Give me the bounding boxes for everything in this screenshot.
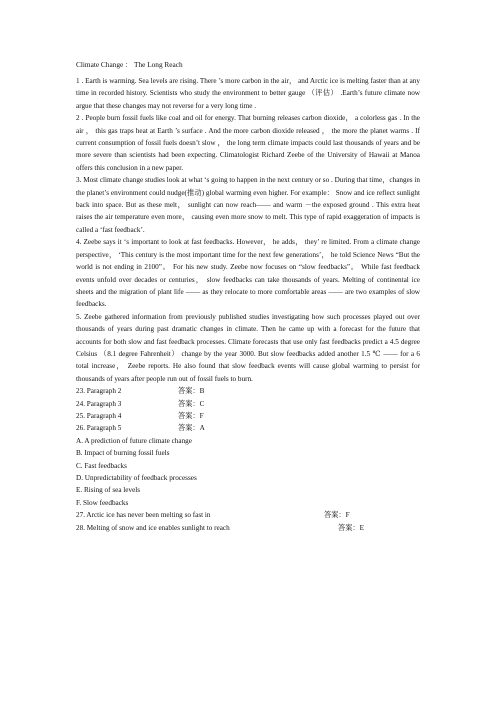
answer-text: 答案：F [324, 511, 350, 520]
question-item [76, 422, 420, 434]
question-text: 28. Melting of snow and ice enables sunlight to reach [76, 523, 230, 532]
document-title: Climate Change ： The Long Reach [76, 60, 183, 69]
answer-text: 答案：B [178, 387, 205, 396]
option-item: A. A prediction of future climate change [76, 436, 192, 445]
answer-text: 答案：A [178, 424, 205, 433]
question-item [76, 398, 420, 410]
question-text: 24. Paragraph 3 [76, 399, 122, 408]
question-list [76, 385, 420, 435]
paragraph-5: 5. Zeebe gathered information from previously published studies investigating how such processes played out over thousands of years during past dramatic changes in climate. Then he came up with a forecast for the future that accounts for both slow and fast feedback processes. Climate forecasts that use only fast feedbacks predict a 4.5 degree Celsius （8.1 degree Fahrenheit） change by the year 3000. But slow feedbacks added another 1.5 ℃ —— for a 6 total increase， Zeebe reports. He also found that slow feedback events will cause global warming to persist for thousands of years after people run out of fossil fuels to burn. [76, 312, 420, 383]
fill-question-item [76, 509, 420, 521]
question-text: 23. Paragraph 2 [76, 387, 122, 396]
option-item: D. Unpredictability of feedback processes [76, 474, 197, 482]
option-item: F. Slow feedbacks [76, 498, 129, 507]
option-list [76, 435, 420, 509]
paragraph-1: 1 . Earth is warming. Sea levels are rising. There ’s more carbon in the air， and Arctic ice is melting faster than at any time in recorded history. Scientists who study the environment to better gauge （评估） .Earth’s future climate now argue that these changes may not reverse for a very long time . [76, 77, 420, 110]
question-item [76, 385, 420, 397]
answer-text: 答案：C [178, 399, 205, 408]
question-text: 26. Paragraph 5 [76, 424, 122, 433]
paragraph-4: 4. Zeebe says it ‘s important to look at fast feedbacks. However， he adds， they’ re limited. From a climate change perspective， ‘This century is the most important time for the next few generations’， he told Science News “But the world is not ending in 2100”。 For his new study. Zeebe now focuses on “slow feedbacks”。 While fast feedback events unfold over decades or centuries， slow feedbacks can take thousands of years. Melting of continental ice sheets and the migration of plant life —— as they relocate to more comfortable areas —— are two examples of slow feedbacks. [76, 238, 420, 309]
option-item: B. Impact of burning fossil fuels [76, 449, 170, 458]
fill-question-list [76, 509, 420, 534]
document-page [76, 60, 420, 534]
fill-question-item [76, 522, 420, 534]
answer-text: 答案：F [178, 411, 204, 420]
question-text: 25. Paragraph 4 [76, 411, 122, 420]
option-item: E. Rising of sea levels [76, 486, 141, 495]
option-item: C. Fast feedbacks [76, 461, 127, 470]
paragraph-2: 2 . People burn fossil fuels like coal and oil for energy. That burning releases carbon dioxide， a colorless gas . In the air ， this gas traps heat at Earth ’s surface . And the more carbon dioxide released ， the more the planet warms . If current consumption of fossil fuels doesn’t slow ， the long term climate impacts could last thousands of years and be more severe than scientists had been expecting. Climatologist Richard Zeebe of the University of Hawaii at Manoa offers this conclusion in a new paper. [76, 114, 420, 172]
paragraph-3: 3. Most climate change studies look at what ‘s going to happen in the next century or so . During that time，changes in the planet’s environment could nudge(推动) global warming even higher. For example： Snow and ice reflect sunlight back into space. But as these melt， sunlight can now reach—— and warm －the exposed ground . This extra heat raises the air temperature even more， causing even more snow to melt. This type of rapid exaggeration of impacts is called a ‘fast feedback’. [76, 176, 420, 234]
question-item [76, 410, 420, 422]
answer-text: 答案：E [338, 523, 364, 532]
question-text: 27. Arctic ice has never been melting so fast in [76, 511, 211, 520]
